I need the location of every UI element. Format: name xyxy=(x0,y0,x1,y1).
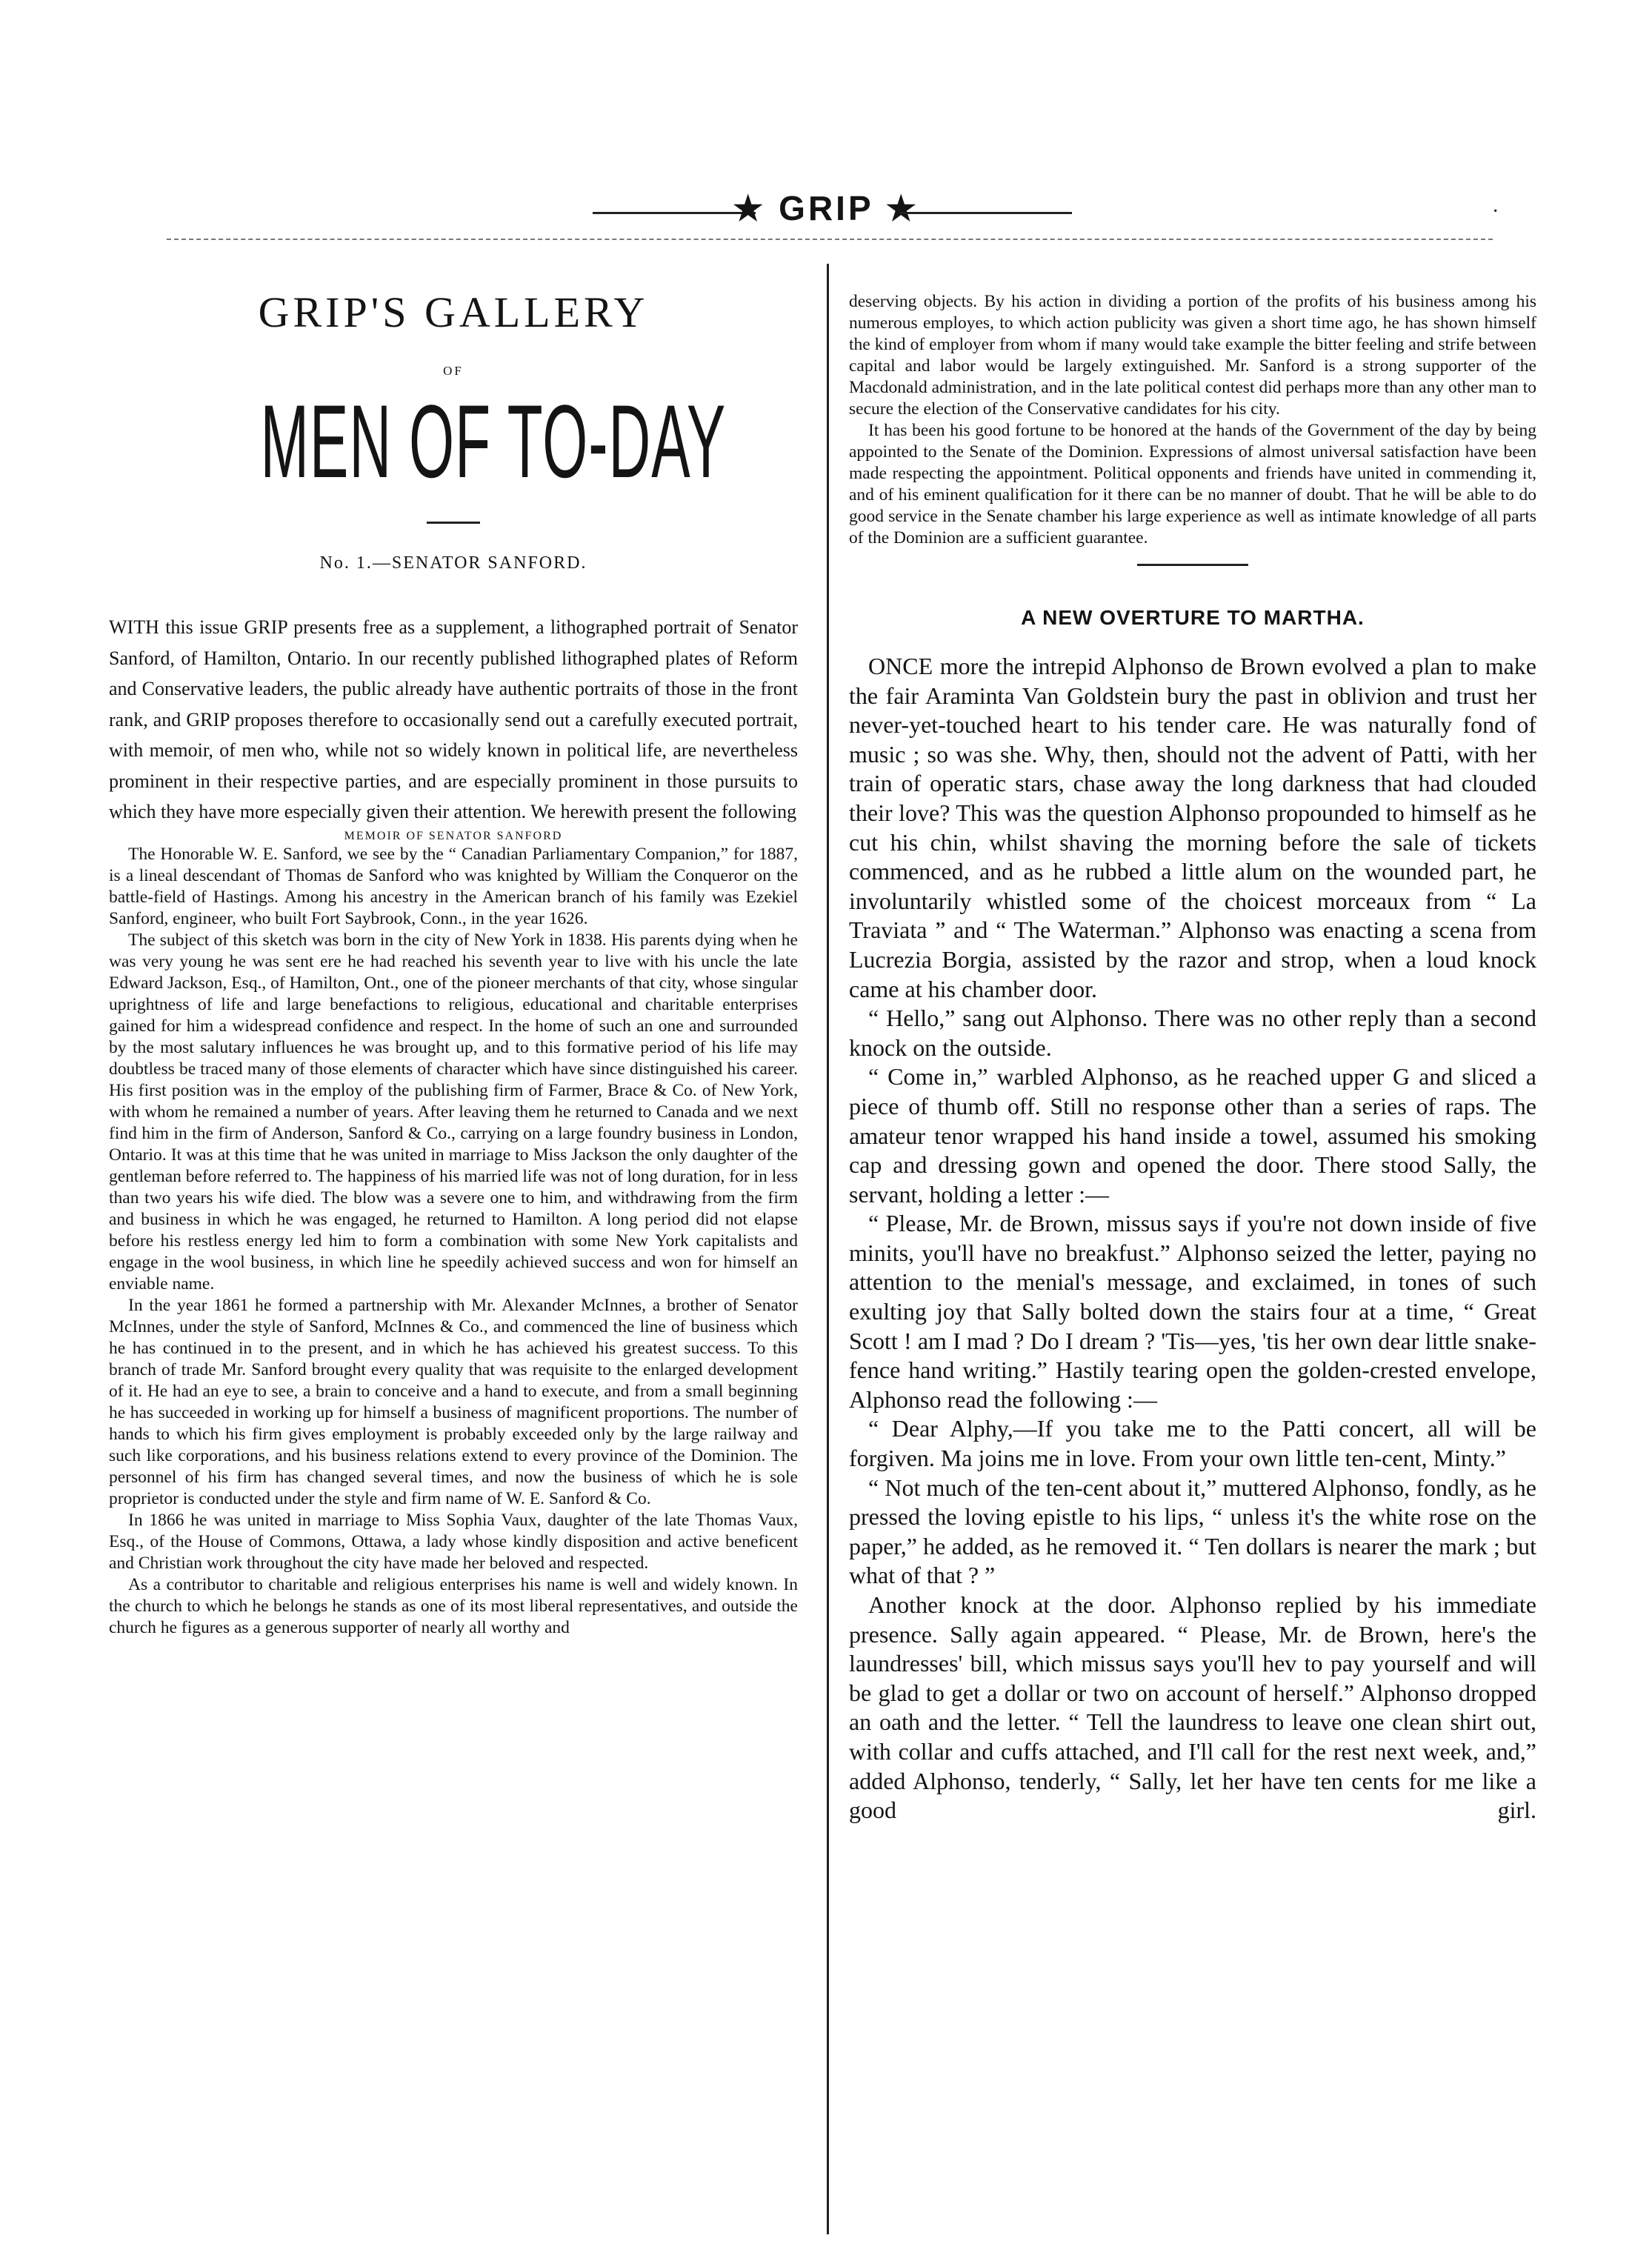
memoir-heading: MEMOIR OF SENATOR SANFORD xyxy=(344,829,563,842)
memoir-continued xyxy=(849,291,1536,549)
masthead xyxy=(0,184,1652,228)
story-paragraph: “ Dear Alphy,—If you take me to the Patti concert, all will be forgiven. Ma joins me in love. From your own little ten-cent, Minty.” xyxy=(849,1415,1536,1472)
section-rule xyxy=(1137,564,1248,566)
gallery-title: GRIP'S GALLERY xyxy=(258,288,649,336)
memoir-paragraph: In the year 1861 he formed a partnership with Mr. Alexander McInnes, a brother of Senator McInnes, under the style of Sanford, McInnes & Co., and commenced the line of business which he has continued in to the present, and in which he has achieved his greatest success. To this branch of trade Mr. Sanford brought every quality that was requisite to the enlarged development of it. He had an eye to see, a brain to conceive and a hand to execute, and from a small beginning he has succeeded in working up for himself a business of magnificent proportions. The number of hands to which his firm gives employment is probably exceeded only by the large railway and such like corporations, and his business relations extend to every province of the Dominion. The personnel of his firm has changed several times, and now the business of which he is sole proprietor is conducted under the style and firm name of W. E. Sanford & Co. xyxy=(109,1295,798,1508)
story-paragraph: ONCE more the intrepid Alphonso de Brown evolved a plan to make the fair Araminta Van Goldstein bury the past in oblivion and trust her never-yet-touched heart to his tender care. He was naturally fond of music ; so was she. Why, then, should not the advent of Patti, with her train of operatic stars, chase away the long darkness that had clouded their love? This was the question Alphonso propounded to himself as he cut his chin, whilst shaving the morning before the sale of tickets commenced, and as he rubbed a little alum on the wounded part, he involuntarily whistled some of the choicest morceaux from “ La Traviata ” and “ The Waterman.” Alphonso was enacting a scena from Lucrezia Borgia, assisted by the razor and strop, when a loud knock came at his chamber door. xyxy=(849,653,1536,1002)
memoir-paragraph: As a contributor to charitable and religious enterprises his name is well and widely known. In the church to which he belongs he stands as one of its most liberal representatives, and outside the church he figures as a generous supporter of nearly all worthy and xyxy=(109,1574,798,1637)
article-subtitle: No. 1.—SENATOR SANFORD. xyxy=(319,553,587,573)
memoir-paragraph: It has been his good fortune to be honored at the hands of the Government of the day by being appointed to the Senate of the Dominion. Expressions of almost universal satisfaction have been made respecting the appointment. Political opponents and friends have united in commending it, and of his eminent qualification for it there can be no manner of doubt. That he will be able to do good service in the Senate chamber his large experience as well as intimate knowledge of all parts of the Dominion are a sufficient guarantee. xyxy=(849,421,1536,547)
story-title: A NEW OVERTURE TO MARTHA. xyxy=(1021,606,1365,629)
column-divider xyxy=(827,264,829,2234)
title-rule xyxy=(427,522,480,524)
memoir-paragraph: The Honorable W. E. Sanford, we see by the “ Canadian Parliamentary Companion,” for 1887, is a lineal descendant of Thomas de Sanford who was knighted by William the Conqueror on the battle-field of Hastings. Among his ancestry in the American branch of his family was Ezekiel Sanford, engineer, who built Fort Saybrook, Conn., in the year 1626. xyxy=(109,844,798,928)
intro-paragraph: WITH this issue GRIP presents free as a supplement, a lithographed portrait of Senator Sanford, of Hamilton, Ontario. In our recently published lithographed plates of Reform and Conservative leaders, the public already have authentic portraits of those in the front rank, and GRIP proposes therefore to occasionally send out a carefully executed portrait, with memoir, of men who, while not so widely known in political life, are nevertheless prominent in their respective parties, and are especially prominent in those pursuits to which they have more especially given their attention. We herewith present the following xyxy=(109,616,798,822)
masthead-title-text: GRIP xyxy=(779,189,873,227)
story-paragraph: “ Hello,” sang out Alphonso. There was no other reply than a second knock on the outside. xyxy=(849,1005,1536,1061)
left-column xyxy=(109,282,798,1639)
memoir-body xyxy=(109,844,798,1639)
story-paragraph: “ Come in,” warbled Alphonso, as he reached upper G and sliced a piece of thumb off. Still no response other than a series of raps. The amateur tenor wrapped his hand inside a towel, assumed his smoking cap and dressing gown and opened the door. There stood Sally, the servant, holding a letter :— xyxy=(849,1063,1536,1208)
masthead-rule-right xyxy=(900,212,1072,214)
series-title: MEN OF TO-DAY xyxy=(260,383,727,499)
story-paragraph: “ Not much of the ten-cent about it,” muttered Alphonso, fondly, as he pressed the loving epistle to his lips, “ unless it's the white rose on the paper,” he added, as he removed it. “ Ten dollars is nearer the mark ; but what of that ? ” xyxy=(849,1474,1536,1589)
star-icon: ★ xyxy=(733,189,779,227)
star-icon: ★ xyxy=(873,189,919,227)
right-column xyxy=(849,291,1536,1825)
masthead-dot: · xyxy=(1492,200,1499,223)
memoir-paragraph: deserving objects. By his action in dividing a portion of the profits of his business among his numerous employes, to which action publicity was given a short time ago, he has shown himself the kind of employer from whom if many would take example the bitter feeling and strife between capital and labor would be largely extinguished. Mr. Sanford is a strong supporter of the Macdonald administration, and in the late political contest did perhaps more than any other man to secure the election of the Conservative candidates for his city. xyxy=(849,292,1536,419)
story-paragraph: Another knock at the door. Alphonso replied by his immediate presence. Sally again appeared. “ Please, Mr. de Brown, here's the laundresses' bill, which missus says you'll hev to pay yourself and will be glad to get a dollar or two on account of herself.” Alphonso dropped an oath and the letter. “ Tell the laundress to leave one clean shirt out, with collar and cuffs attached, and I'll call for the rest next week, and,” added Alphonso, tenderly, “ Sally, let her have ten cents for me like a good girl. xyxy=(849,1591,1536,1824)
gallery-of: OF xyxy=(443,364,464,378)
frame-rule xyxy=(167,239,1493,240)
story-body xyxy=(849,652,1536,1825)
memoir-paragraph: In 1866 he was united in marriage to Miss Sophia Vaux, daughter of the late Thomas Vaux, Esq., of the House of Commons, Ottawa, a lady whose kindly disposition and active beneficent and Christian work throughout the city have made her beloved and respected. xyxy=(109,1510,798,1573)
story-paragraph: “ Please, Mr. de Brown, missus says if you're not down inside of five minits, you'll have no breakfust.” Alphonso seized the letter, paying no attention to the menial's message, and exclaimed, in tones of such exulting joy that Sally bolted down the stairs four at a time, “ Great Scott ! am I mad ? Do I dream ? 'Tis—yes, 'tis her own dear little snake-fence hand writing.” Hastily tearing open the golden-crested envelope, Alphonso read the following :— xyxy=(849,1210,1536,1413)
masthead-title xyxy=(0,188,1652,228)
memoir-paragraph: The subject of this sketch was born in the city of New York in 1838. His parents dying when he was very young he was sent ere he had reached his seventh year to live with his uncle the late Edward Jackson, Esq., of Hamilton, Ont., one of the pioneer merchants of that city, whose singular uprightness of life and large benefactions to religious, educational and charitable enterprises gained for him a widespread confidence and respect. In the home of such an one and surrounded by the most salutary influences he was brought up, and to this formative period of his life may doubtless be traced many of those elements of character which have since distinguished his career. His first position was in the employ of the publishing firm of Farmer, Brace & Co. of New York, with whom he remained a number of years. After leaving them he returned to Canada and we next find him in the firm of Anderson, Sanford & Co., carrying on a large foundry business in London, Ontario. It was at this time that he was united in marriage to Miss Jackson the only daughter of the gentleman before referred to. The happiness of his married life was not of long duration, for in less than two years his wife died. The blow was a severe one to him, and withdrawing from the firm and business in which he was engaged, he returned to Hamilton. A long period did not elapse before his restless energy led him to form a combination with some New York capitalists and engage in the wool business, in which line he speedily achieved success and won for himself an enviable name. xyxy=(109,930,798,1294)
